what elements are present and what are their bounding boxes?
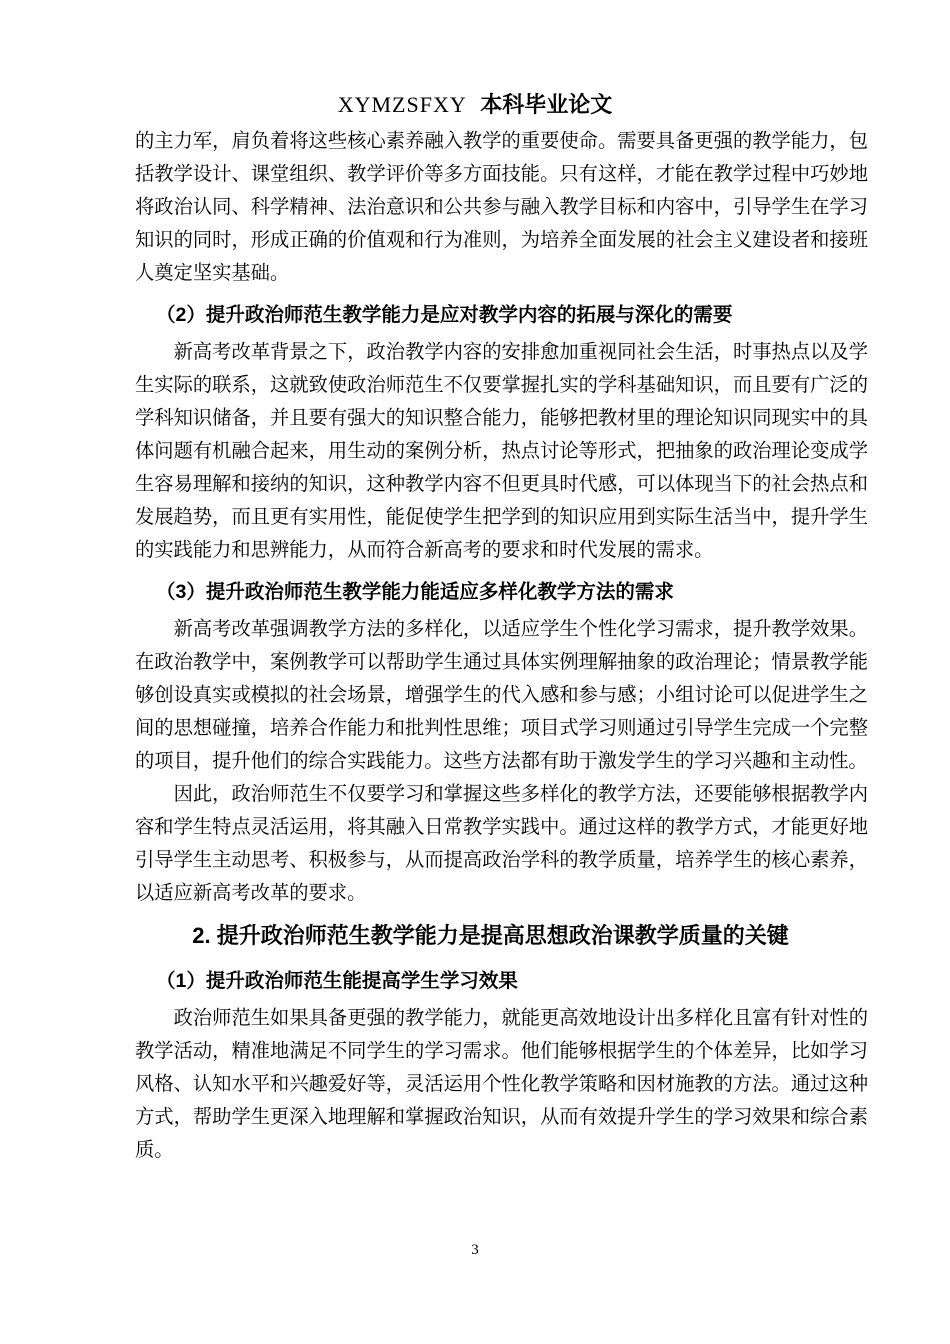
subheading-2: （2）提升政治师范生教学能力是应对教学内容的拓展与深化的需要 <box>156 304 733 326</box>
page-header <box>0 90 950 120</box>
document-body <box>135 125 868 1167</box>
paragraph-teaching-methods: 新高考改革强调教学方法的多样化，以适应学生个性化学习需求，提升教学效果。在政治教学中，案例教学可以帮助学生通过具体实例理解抽象的政治理论；情景教学能够创设真实或模拟的社会场景，增强学生的代入感和参与感；小组讨论可以促进学生之间的思想碰撞，培养合作能力和批判性思维；项目式学习则通过引导学生完成一个完整的项目，提升他们的综合实践能力。这些方法都有助于激发学生的学习兴趣和主动性。 <box>135 619 868 772</box>
header-title-chinese: 本科毕业论文 <box>480 92 613 117</box>
paragraph-continuation: 的主力军，肩负着将这些核心素养融入教学的重要使命。需要具备更强的教学能力，包括教学设计、课堂组织、教学评价等多方面技能。只有这样，才能在教学过程中巧妙地将政治认同、科学精神、法治意识和公共参与融入教学目标和内容中，引导学生在学习知识的同时，形成正确的价值观和行为准则，为培养全面发展的社会主义建设者和接班人奠定坚实基础。 <box>135 131 868 284</box>
paragraph-methods-conclusion: 因此，政治师范生不仅要学习和掌握这些多样化的教学方法，还要能够根据教学内容和学生特点灵活运用，将其融入日常教学实践中。通过这样的教学方式，才能更好地引导学生主动思考、积极参与，从而提高政治学科的教学质量，培养学生的核心素养，以适应新高考改革的要求。 <box>135 784 868 904</box>
header-title-latin: XYMZSFXY <box>337 92 467 117</box>
subheading-1: （1）提升政治师范生能提高学生学习效果 <box>156 970 518 992</box>
subheading-3: （3）提升政治师范生教学能力能适应多样化教学方法的需求 <box>156 581 674 603</box>
paragraph-content-expansion: 新高考改革背景之下，政治教学内容的安排愈加重视同社会生活，时事热点以及学生实际的联系，这就致使政治师范生不仅要掌握扎实的学科基础知识，而且要有广泛的学科知识储备，并且要有强大的知识整合能力，能够把教材里的理论知识同现实中的具体问题有机融合起来，用生动的案例分析，热点讨论等形式，把抽象的政治理论变成学生容易理解和接纳的知识，这种教学内容不但更具时代感，可以体现当下的社会热点和发展趋势，而且更有实用性，能促使学生把学到的知识应用到实际生活当中，提升学生的实践能力和思辨能力，从而符合新高考的要求和时代发展的需求。 <box>135 342 868 561</box>
section-heading-2: 2. 提升政治师范生教学能力是提高思想政治课教学质量的关键 <box>192 923 789 948</box>
paragraph-learning-effect: 政治师范生如果具备更强的教学能力，就能更高效地设计出多样化且富有针对性的教学活动，精准地满足不同学生的学习需求。他们能够根据学生的个体差异，比如学习风格、认知水平和兴趣爱好等，灵活运用个性化教学策略和因材施教的方法。通过这种方式，帮助学生更深入地理解和掌握政治知识，从而有效提升学生的学习效果和综合素质。 <box>135 1008 868 1161</box>
page-number: 3 <box>471 1242 479 1258</box>
